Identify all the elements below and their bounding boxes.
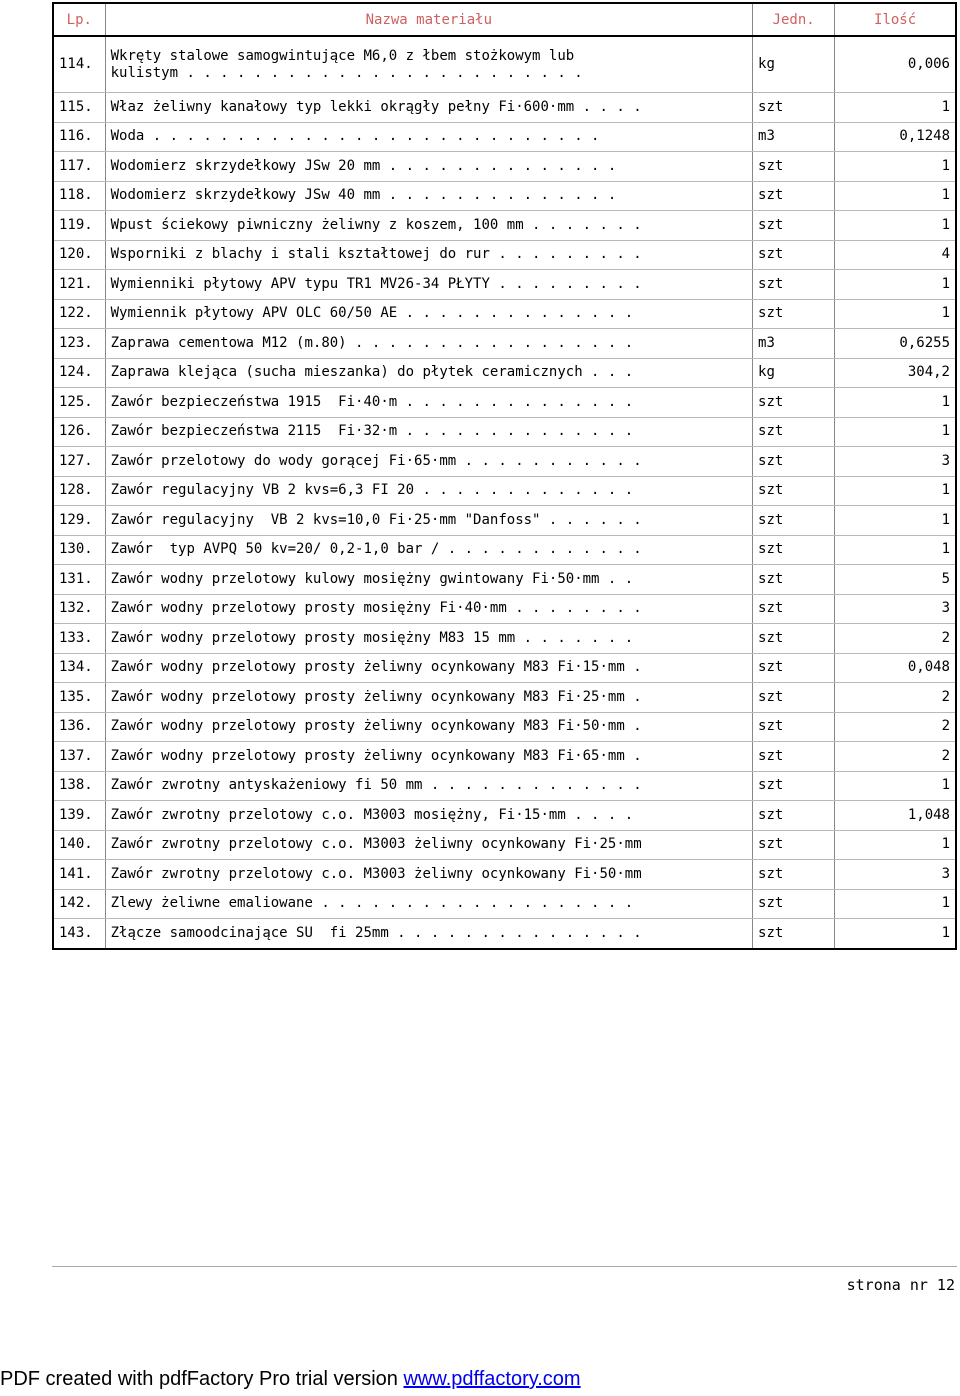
row-lp [53,565,105,595]
row-qty [835,742,956,772]
row-lp-text: 132. [59,600,93,617]
row-unit [753,889,835,919]
row-name-text: Wodomierz skrzydełkowy JSw 40 mm . . . . . . . . . . . . . . [110,187,617,204]
row-lp-text: 115. [59,98,93,115]
row-name-text: Wodomierz skrzydełkowy JSw 20 mm . . . . . . . . . . . . . . [110,157,617,174]
row-name-text: Zawór wodny przelotowy prosty żeliwny ocynkowany M83 Fi·50·mm . [110,718,642,735]
row-unit-text: szt [758,452,784,469]
row-name-text: Zawór wodny przelotowy prosty żeliwny ocynkowany M83 Fi·25·mm . [110,688,642,705]
row-qty-text: 0,048 [907,659,950,676]
row-unit-text: szt [758,600,784,617]
row-lp [53,683,105,713]
table-row [53,181,956,211]
row-lp-text: 133. [59,629,93,646]
row-name [105,830,752,860]
row-name [105,36,752,93]
row-name [105,181,752,211]
row-name-text: Zawór wodny przelotowy prosty mosiężny M83 15 mm . . . . . . . [110,629,634,646]
row-lp-text: 116. [59,128,93,145]
row-qty [835,270,956,300]
row-lp-text: 141. [59,865,93,882]
row-lp [53,388,105,418]
row-qty-text: 3 [941,865,950,882]
table-row [53,535,956,565]
row-qty-text: 1 [941,157,950,174]
table-row [53,506,956,536]
table-row [53,93,956,123]
row-name [105,919,752,949]
row-qty [835,476,956,506]
row-lp [53,36,105,93]
row-qty-text: 2 [941,718,950,735]
row-unit [753,535,835,565]
row-qty [835,122,956,152]
row-qty [835,565,956,595]
row-unit [753,683,835,713]
row-name-text: Zawór bezpieczeństwa 1915 Fi·40·m . . . . . . . . . . . . . . [110,393,634,410]
row-unit-text: m3 [758,334,775,351]
table-row [53,801,956,831]
row-unit-text: szt [758,718,784,735]
table-row [53,388,956,418]
row-qty-text: 1 [941,423,950,440]
row-qty-text: 2 [941,688,950,705]
row-qty [835,683,956,713]
pdf-creator-note [0,1368,581,1391]
row-qty-text: 1 [941,895,950,912]
row-unit-text: szt [758,305,784,322]
row-unit [753,830,835,860]
row-qty [835,506,956,536]
row-qty [835,36,956,93]
row-qty-text: 0,6255 [899,334,950,351]
row-lp [53,830,105,860]
row-lp-text: 135. [59,688,93,705]
row-lp-text: 129. [59,511,93,528]
row-name [105,535,752,565]
row-unit [753,270,835,300]
row-lp [53,358,105,388]
row-unit-text: szt [758,541,784,558]
header-name: Nazwa materiału [105,3,752,36]
row-lp [53,771,105,801]
row-name [105,211,752,241]
row-unit-text: m3 [758,128,775,145]
table-row [53,152,956,182]
row-qty [835,860,956,890]
row-qty-text: 5 [941,570,950,587]
row-lp-text: 143. [59,924,93,941]
row-name-text: Zawór zwrotny przelotowy c.o. M3003 żeliwny ocynkowany Fi·50·mm [110,865,642,882]
table-row [53,919,956,949]
row-lp-text: 117. [59,157,93,174]
row-qty [835,594,956,624]
row-unit-text: szt [758,246,784,263]
row-name-text: Zawór zwrotny przelotowy c.o. M3003 żeliwny ocynkowany Fi·25·mm [110,836,642,853]
row-name-text: Zawór przelotowy do wody gorącej Fi·65·mm . . . . . . . . . . . [110,452,642,469]
row-lp-text: 119. [59,216,93,233]
table-row [53,565,956,595]
row-name-text: Zawór wodny przelotowy prosty żeliwny ocynkowany M83 Fi·65·mm . [110,747,642,764]
row-name-text: Zawór bezpieczeństwa 2115 Fi·32·m . . . . . . . . . . . . . . [110,423,634,440]
row-name-text: Wymienniki płytowy APV typu TR1 MV26-34 PŁYTY . . . . . . . . . [110,275,642,292]
row-unit [753,565,835,595]
table-row [53,299,956,329]
row-unit [753,181,835,211]
row-lp-text: 130. [59,541,93,558]
table-row [53,476,956,506]
row-unit [753,653,835,683]
row-name [105,889,752,919]
row-lp [53,417,105,447]
table-row [53,358,956,388]
row-name-text: Zaprawa cementowa M12 (m.80) . . . . . . . . . . . . . . . . . [110,334,634,351]
row-lp [53,594,105,624]
row-qty [835,417,956,447]
row-qty [835,919,956,949]
row-name [105,683,752,713]
row-unit [753,919,835,949]
row-qty-text: 0,006 [907,56,950,72]
row-unit-text: szt [758,865,784,882]
row-unit [753,122,835,152]
row-name [105,653,752,683]
row-unit [753,417,835,447]
row-qty [835,358,956,388]
row-name-text: Zawór typ AVPQ 50 kv=20/ 0,2-1,0 bar / . . . . . . . . . . . . [110,541,642,558]
row-unit [753,624,835,654]
row-qty-text: 4 [941,246,950,263]
row-unit [753,240,835,270]
row-unit-text: szt [758,511,784,528]
row-name [105,742,752,772]
row-qty [835,830,956,860]
row-lp-text: 122. [59,305,93,322]
row-qty-text: 1 [941,511,950,528]
row-lp [53,535,105,565]
row-qty [835,801,956,831]
row-lp-text: 124. [59,364,93,381]
materials-table [52,2,957,950]
row-name-text: Zawór zwrotny przelotowy c.o. M3003 mosiężny, Fi·15·mm . . . . [110,806,634,823]
table-row [53,683,956,713]
row-name [105,93,752,123]
row-name [105,801,752,831]
row-lp-text: 138. [59,777,93,794]
row-name [105,358,752,388]
row-name [105,329,752,359]
row-unit [753,476,835,506]
table-row [53,624,956,654]
row-unit-text: szt [758,157,784,174]
row-lp-text: 139. [59,806,93,823]
row-lp-text: 114. [59,56,93,72]
row-name-text: Wsporniki z blachy i stali kształtowej do rur . . . . . . . . . [110,246,642,263]
row-unit-text: szt [758,98,784,115]
row-qty [835,329,956,359]
row-unit-text: szt [758,423,784,440]
row-lp [53,476,105,506]
row-lp [53,93,105,123]
row-name-text: Właz żeliwny kanałowy typ lekki okrągły pełny Fi·600·mm . . . . [110,98,642,115]
row-unit [753,447,835,477]
row-lp [53,299,105,329]
row-qty-text: 1 [941,541,950,558]
row-unit-text: szt [758,895,784,912]
table-body [53,36,956,949]
row-lp-text: 118. [59,187,93,204]
row-qty [835,240,956,270]
row-qty-text: 1,048 [907,806,950,823]
row-unit-text: szt [758,806,784,823]
table-row [53,653,956,683]
row-name [105,712,752,742]
table-row [53,270,956,300]
row-lp [53,624,105,654]
row-lp-text: 137. [59,747,93,764]
row-qty [835,653,956,683]
footer-divider [52,1266,957,1267]
row-unit [753,358,835,388]
row-lp-text: 126. [59,423,93,440]
row-unit [753,299,835,329]
row-lp [53,211,105,241]
row-name-text: Złącze samoodcinające SU fi 25mm . . . . . . . . . . . . . . . [110,924,642,941]
row-lp-text: 140. [59,836,93,853]
row-qty-text: 1 [941,924,950,941]
row-lp-text: 134. [59,659,93,676]
row-name [105,152,752,182]
row-unit [753,36,835,93]
row-qty [835,889,956,919]
row-name-text: Zawór wodny przelotowy prosty żeliwny ocynkowany M83 Fi·15·mm . [110,659,642,676]
row-qty-text: 2 [941,629,950,646]
row-qty [835,447,956,477]
row-name [105,388,752,418]
row-name [105,594,752,624]
row-qty [835,624,956,654]
row-unit-text: szt [758,216,784,233]
row-lp [53,860,105,890]
row-unit-text: szt [758,659,784,676]
row-name [105,299,752,329]
row-lp [53,919,105,949]
row-lp [53,889,105,919]
row-unit [753,152,835,182]
row-unit-text: kg [758,56,775,72]
table-row [53,594,956,624]
row-qty-text: 1 [941,836,950,853]
row-name-text: Zawór wodny przelotowy prosty mosiężny Fi·40·mm . . . . . . . . [110,600,642,617]
row-name [105,447,752,477]
row-qty-text: 0,1248 [899,128,950,145]
row-qty-text: 1 [941,393,950,410]
row-qty [835,712,956,742]
row-unit-text: szt [758,275,784,292]
table-row [53,122,956,152]
row-unit-text: szt [758,393,784,410]
table-row [53,447,956,477]
row-lp [53,742,105,772]
row-lp [53,447,105,477]
row-unit [753,742,835,772]
row-qty-text: 304,2 [907,364,950,381]
page-number: strona nr 12 [846,1276,955,1294]
row-name [105,771,752,801]
table-row [53,36,956,93]
row-unit [753,801,835,831]
table-row [53,830,956,860]
row-qty-text: 1 [941,275,950,292]
row-unit [753,860,835,890]
row-name [105,506,752,536]
row-name-text: Wpust ściekowy piwniczny żeliwny z koszem, 100 mm . . . . . . . [110,216,642,233]
row-lp [53,329,105,359]
row-lp [53,712,105,742]
row-unit-text: szt [758,777,784,794]
row-name-text: Zaprawa klejąca (sucha mieszanka) do płytek ceramicznych . . . [110,364,634,381]
row-lp [53,653,105,683]
row-lp-text: 121. [59,275,93,292]
header-lp: Lp. [53,3,105,36]
row-qty [835,388,956,418]
row-qty-text: 3 [941,452,950,469]
row-name [105,270,752,300]
row-name [105,565,752,595]
row-unit-text: szt [758,187,784,204]
row-unit [753,506,835,536]
row-lp-text: 125. [59,393,93,410]
row-name [105,240,752,270]
row-unit-text: szt [758,570,784,587]
row-qty-text: 1 [941,216,950,233]
row-name [105,476,752,506]
row-unit [753,211,835,241]
pdffactory-link[interactable]: www.pdffactory.com [403,1368,581,1390]
table-row [53,211,956,241]
row-unit [753,594,835,624]
row-name-text: Zawór wodny przelotowy kulowy mosiężny gwintowany Fi·50·mm . . [110,570,634,587]
row-unit-text: szt [758,482,784,499]
row-lp-text: 131. [59,570,93,587]
row-lp-text: 127. [59,452,93,469]
row-lp-text: 128. [59,482,93,499]
table-row [53,742,956,772]
row-unit-text: szt [758,924,784,941]
row-name [105,860,752,890]
row-name-text: Zlewy żeliwne emaliowane . . . . . . . . . . . . . . . . . . . [110,895,634,912]
row-lp [53,152,105,182]
row-unit [753,388,835,418]
row-unit-text: szt [758,688,784,705]
row-lp [53,181,105,211]
row-name-text: Woda . . . . . . . . . . . . . . . . . . . . . . . . . . . [110,128,600,145]
row-qty-text: 1 [941,305,950,322]
row-unit-text: szt [758,747,784,764]
row-qty-text: 1 [941,187,950,204]
row-qty-text: 1 [941,482,950,499]
row-qty [835,535,956,565]
row-qty-text: 1 [941,98,950,115]
row-name-text: Zawór zwrotny antyskażeniowy fi 50 mm . . . . . . . . . . . . . [110,777,642,794]
row-unit-text: szt [758,836,784,853]
row-name [105,122,752,152]
row-qty-text: 1 [941,777,950,794]
row-qty [835,211,956,241]
row-lp [53,122,105,152]
row-lp [53,506,105,536]
row-lp-text: 120. [59,246,93,263]
row-qty-text: 3 [941,600,950,617]
table-header-row [53,3,956,36]
row-lp [53,270,105,300]
row-name-text: Wymiennik płytowy APV OLC 60/50 AE . . . . . . . . . . . . . . [110,305,634,322]
row-qty [835,299,956,329]
table-row [53,417,956,447]
table-row [53,771,956,801]
row-lp [53,801,105,831]
row-name-text: Wkręty stalowe samogwintujące M6,0 z łbem stożkowym lub kulistym . . . . . . . . . . . . . . . . . . . . . . . . [110,47,583,81]
row-name [105,624,752,654]
table-row [53,329,956,359]
row-qty [835,93,956,123]
row-unit-text: szt [758,629,784,646]
row-lp-text: 136. [59,718,93,735]
header-unit: Jedn. [753,3,835,36]
row-name [105,417,752,447]
row-name-text: Zawór regulacyjny VB 2 kvs=6,3 FI 20 . . . . . . . . . . . . . [110,482,634,499]
row-unit [753,712,835,742]
row-qty [835,771,956,801]
row-lp-text: 123. [59,334,93,351]
row-unit-text: kg [758,364,775,381]
row-unit [753,771,835,801]
table-row [53,860,956,890]
row-qty-text: 2 [941,747,950,764]
row-unit [753,93,835,123]
row-qty [835,181,956,211]
header-qty: Ilość [835,3,956,36]
row-unit [753,329,835,359]
row-lp-text: 142. [59,895,93,912]
table-row [53,712,956,742]
row-lp [53,240,105,270]
table-row [53,240,956,270]
pdf-note-text: PDF created with pdfFactory Pro trial version [0,1368,404,1390]
row-qty [835,152,956,182]
table-row [53,889,956,919]
row-name-text: Zawór regulacyjny VB 2 kvs=10,0 Fi·25·mm "Danfoss" . . . . . . [110,511,642,528]
